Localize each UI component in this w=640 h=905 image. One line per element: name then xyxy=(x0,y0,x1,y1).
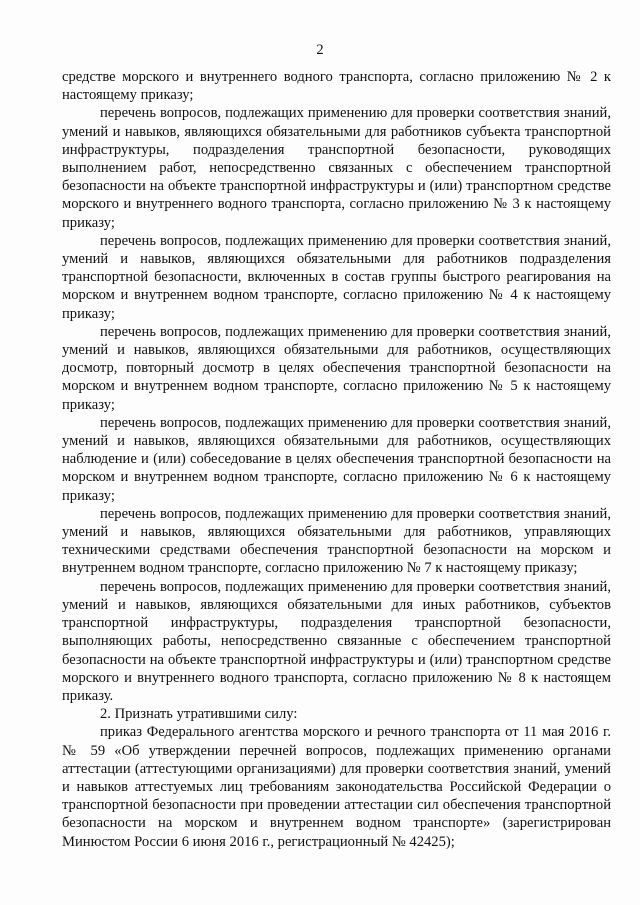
paragraph: перечень вопросов, подлежащих применению для проверки соответствия знаний, умений и навыков, являющихся обязательными для работников субъекта транспортной инфраструктуры, подразделения транспортной безопасности, руководящих выполнением работ, непосредственно связанных с обеспечением транспортной безопасности на объекте транспортной инфраструктуры и (или) транспортном средстве морского и внутреннего водного транспорта, согласно приложению № 3 к настоящему приказу; xyxy=(62,105,611,231)
paragraph: перечень вопросов, подлежащих применению для проверки соответствия знаний, умений и навыков, являющихся обязательными для иных работников, субъектов транспортной инфраструктуры, подразделения транспортной безопасности, выполняющих работы, непосредственно связанные с обеспечением транспортной безопасности на объекте транспортной инфраструктуры и (или) транспортном средстве морского и внутреннего водного транспорта, согласно приложению № 8 к настоящем приказу. xyxy=(62,578,611,704)
paragraph: средстве морского и внутреннего водного транспорта, согласно приложению № 2 к настоящему приказу; xyxy=(62,69,611,104)
paragraph: перечень вопросов, подлежащих применению для проверки соответствия знаний, умений и навыков, являющихся обязательными для работников, осуществляющих досмотр, повторный досмотр в целях обеспечения транспортной безопасности на морском и внутреннем водном транспорте, согласно приложению № 5 к настоящему приказу; xyxy=(62,323,611,413)
paragraph: приказ Федерального агентства морского и речного транспорта от 11 мая 2016 г. № 59 «Об утверждении перечней вопросов, подлежащих применению органами аттестации (аттестующими организациями) для проверки соответствия знаний, умений и навыков аттестуемых лиц требованиям законодательства Российской Федерации о транспортной безопасности при проведении аттестации сил обеспечения транспортной безопасности на морском и внутреннем водном транспорте» (зарегистрирован Минюстом России 6 июня 2016 г., регистрационный № 42425); xyxy=(62,724,611,850)
paragraph: перечень вопросов, подлежащих применению для проверки соответствия знаний, умений и навыков, являющихся обязательными для работников подразделения транспортной безопасности, включенных в состав группы быстрого реагирования на морском и внутреннем водном транспорте, согласно приложению № 4 к настоящему приказу; xyxy=(62,232,611,322)
document-body xyxy=(62,68,611,851)
page-number: 2 xyxy=(316,42,324,58)
section-heading: 2. Признать утратившими силу: xyxy=(100,706,298,723)
paragraph: перечень вопросов, подлежащих применению для проверки соответствия знаний, умений и навыков, являющихся обязательными для работников, осуществляющих наблюдение и (или) собеседование в целях обеспечения транспортной безопасности на морском и внутреннем водном транспорте, согласно приложению № 6 к настоящему приказу; xyxy=(62,414,611,504)
paragraph: перечень вопросов, подлежащих применению для проверки соответствия знаний, умений и навыков, являющихся обязательными для работников, управляющих техническими средствами обеспечения транспортной безопасности на морском и внутреннем водном транспорте, согласно приложению № 7 к настоящему приказу; xyxy=(62,505,611,577)
